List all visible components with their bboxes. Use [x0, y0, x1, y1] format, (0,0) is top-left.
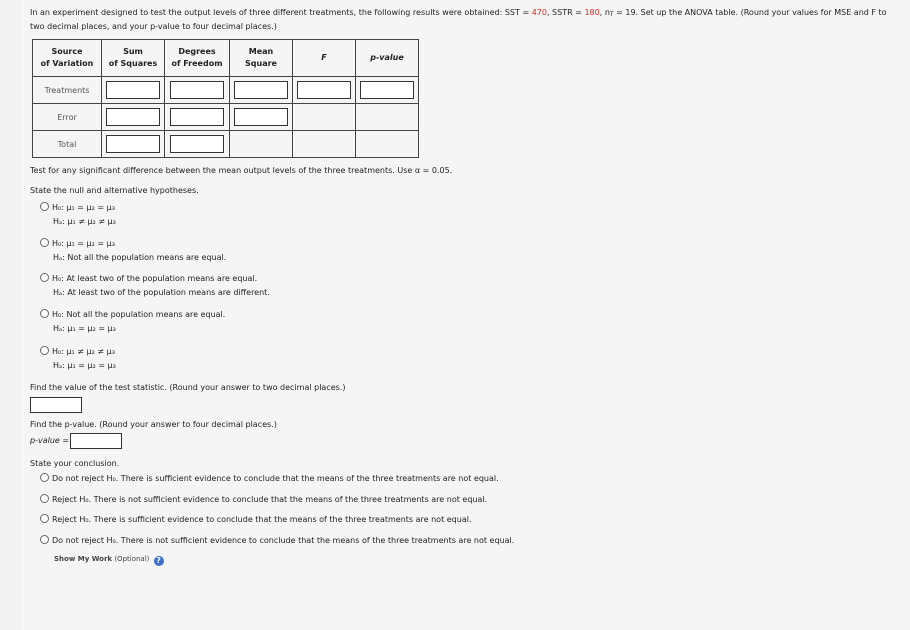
row-treatments: [33, 77, 419, 104]
conclusion-text: Do not reject H₀. There is sufficient evidence to conclude that the means of the three treatments are not equal.: [52, 474, 499, 483]
hypothesis-option-4[interactable]: [40, 308, 225, 336]
hypothesis-option-1[interactable]: [40, 201, 116, 229]
conclusion-option-4[interactable]: [40, 534, 514, 548]
significance-question: Test for any significant difference between the mean output levels of the three treatments. Use α = 0.05.: [30, 166, 453, 175]
alt-hypothesis: Hₐ: Not all the population means are equal.: [53, 253, 227, 262]
show-my-work[interactable]: [54, 555, 164, 566]
intro-text-4: = 19. Set up the ANOVA table. (Round your values for MSE and F to two decimal places, and your p-value to four decimal places.): [30, 8, 887, 31]
row-label-treatments: Treatments: [33, 77, 102, 104]
show-my-work-link[interactable]: Show My Work: [54, 555, 113, 563]
error-ss-input[interactable]: [106, 108, 160, 126]
total-df-input[interactable]: [170, 135, 224, 153]
header-mean-square: Mean Square: [230, 40, 293, 77]
radio-button[interactable]: [40, 309, 49, 318]
null-hypothesis: H₀: Not all the population means are equal.: [52, 310, 226, 319]
conclusion-text: Reject H₀. There is not sufficient evidence to conclude that the means of the three treatments are not equal.: [52, 495, 488, 504]
radio-button[interactable]: [40, 346, 49, 355]
header-p-value: p-value: [356, 40, 419, 77]
row-label-total: Total: [33, 131, 102, 158]
intro-text-2: , SSTR =: [546, 8, 585, 17]
alt-hypothesis: Hₐ: At least two of the population means are different.: [53, 288, 270, 297]
conclusion-option-1[interactable]: [40, 472, 499, 486]
null-hypothesis: H₀: At least two of the population means are equal.: [52, 274, 258, 283]
test-statistic-input[interactable]: [30, 397, 82, 413]
null-hypothesis: H₀: μ₁ = μ₂ = μ₃: [52, 203, 115, 212]
conclusion-text: Do not reject H₀. There is not sufficient evidence to conclude that the means of the three treatments are not equal.: [52, 536, 515, 545]
conclusion-text: Reject H₀. There is sufficient evidence to conclude that the means of the three treatments are not equal.: [52, 515, 472, 524]
row-total: [33, 131, 419, 158]
conclusion-prompt: State your conclusion.: [30, 459, 120, 468]
treatments-pvalue-input[interactable]: [360, 81, 414, 99]
help-icon[interactable]: ?: [154, 556, 164, 566]
treatments-df-input[interactable]: [170, 81, 224, 99]
header-sum-squares: Sum of Squares: [102, 40, 165, 77]
treatments-ss-input[interactable]: [106, 81, 160, 99]
hypothesis-option-3[interactable]: [40, 272, 270, 300]
radio-button[interactable]: [40, 494, 49, 503]
p-value-prompt: Find the p-value. (Round your answer to four decimal places.): [30, 420, 277, 429]
anova-table: [32, 39, 419, 158]
intro-text-1: In an experiment designed to test the output levels of three different treatments, the following results were obtained: SST =: [30, 8, 532, 17]
null-hypothesis: H₀: μ₁ = μ₂ = μ₃: [52, 239, 115, 248]
null-hypothesis: H₀: μ₁ ≠ μ₂ ≠ μ₃: [52, 347, 115, 356]
hypothesis-option-5[interactable]: [40, 345, 116, 373]
radio-button[interactable]: [40, 473, 49, 482]
radio-button[interactable]: [40, 202, 49, 211]
nt-subscript: T: [609, 11, 614, 18]
conclusion-option-3[interactable]: [40, 513, 472, 527]
conclusion-option-2[interactable]: [40, 493, 487, 507]
header-f: F: [293, 40, 356, 77]
sstr-value: 180: [584, 8, 600, 17]
error-df-input[interactable]: [170, 108, 224, 126]
row-error: [33, 104, 419, 131]
row-label-error: Error: [33, 104, 102, 131]
intro-text-3: , n: [599, 8, 610, 17]
alt-hypothesis: Hₐ: μ₁ = μ₂ = μ₃: [53, 361, 116, 370]
sst-value: 470: [531, 8, 547, 17]
test-statistic-prompt: Find the value of the test statistic. (Round your answer to two decimal places.): [30, 383, 346, 392]
radio-button[interactable]: [40, 535, 49, 544]
p-value-input[interactable]: [70, 433, 122, 449]
alt-hypothesis: Hₐ: μ₁ = μ₂ = μ₃: [53, 324, 116, 333]
header-degrees-freedom: Degrees of Freedom: [165, 40, 230, 77]
p-value-label: p-value =: [30, 436, 70, 445]
optional-label: (Optional): [114, 555, 150, 563]
error-ms-input[interactable]: [234, 108, 288, 126]
total-ss-input[interactable]: [106, 135, 160, 153]
treatments-f-input[interactable]: [297, 81, 351, 99]
alt-hypothesis: Hₐ: μ₁ ≠ μ₂ ≠ μ₃: [53, 217, 116, 226]
hypothesis-option-2[interactable]: [40, 237, 226, 265]
treatments-ms-input[interactable]: [234, 81, 288, 99]
radio-button[interactable]: [40, 273, 49, 282]
header-source: Source of Variation: [33, 40, 102, 77]
radio-button[interactable]: [40, 514, 49, 523]
problem-statement: [30, 7, 900, 33]
radio-button[interactable]: [40, 238, 49, 247]
hypotheses-prompt: State the null and alternative hypotheses.: [30, 186, 199, 195]
question-page: [22, 0, 910, 630]
